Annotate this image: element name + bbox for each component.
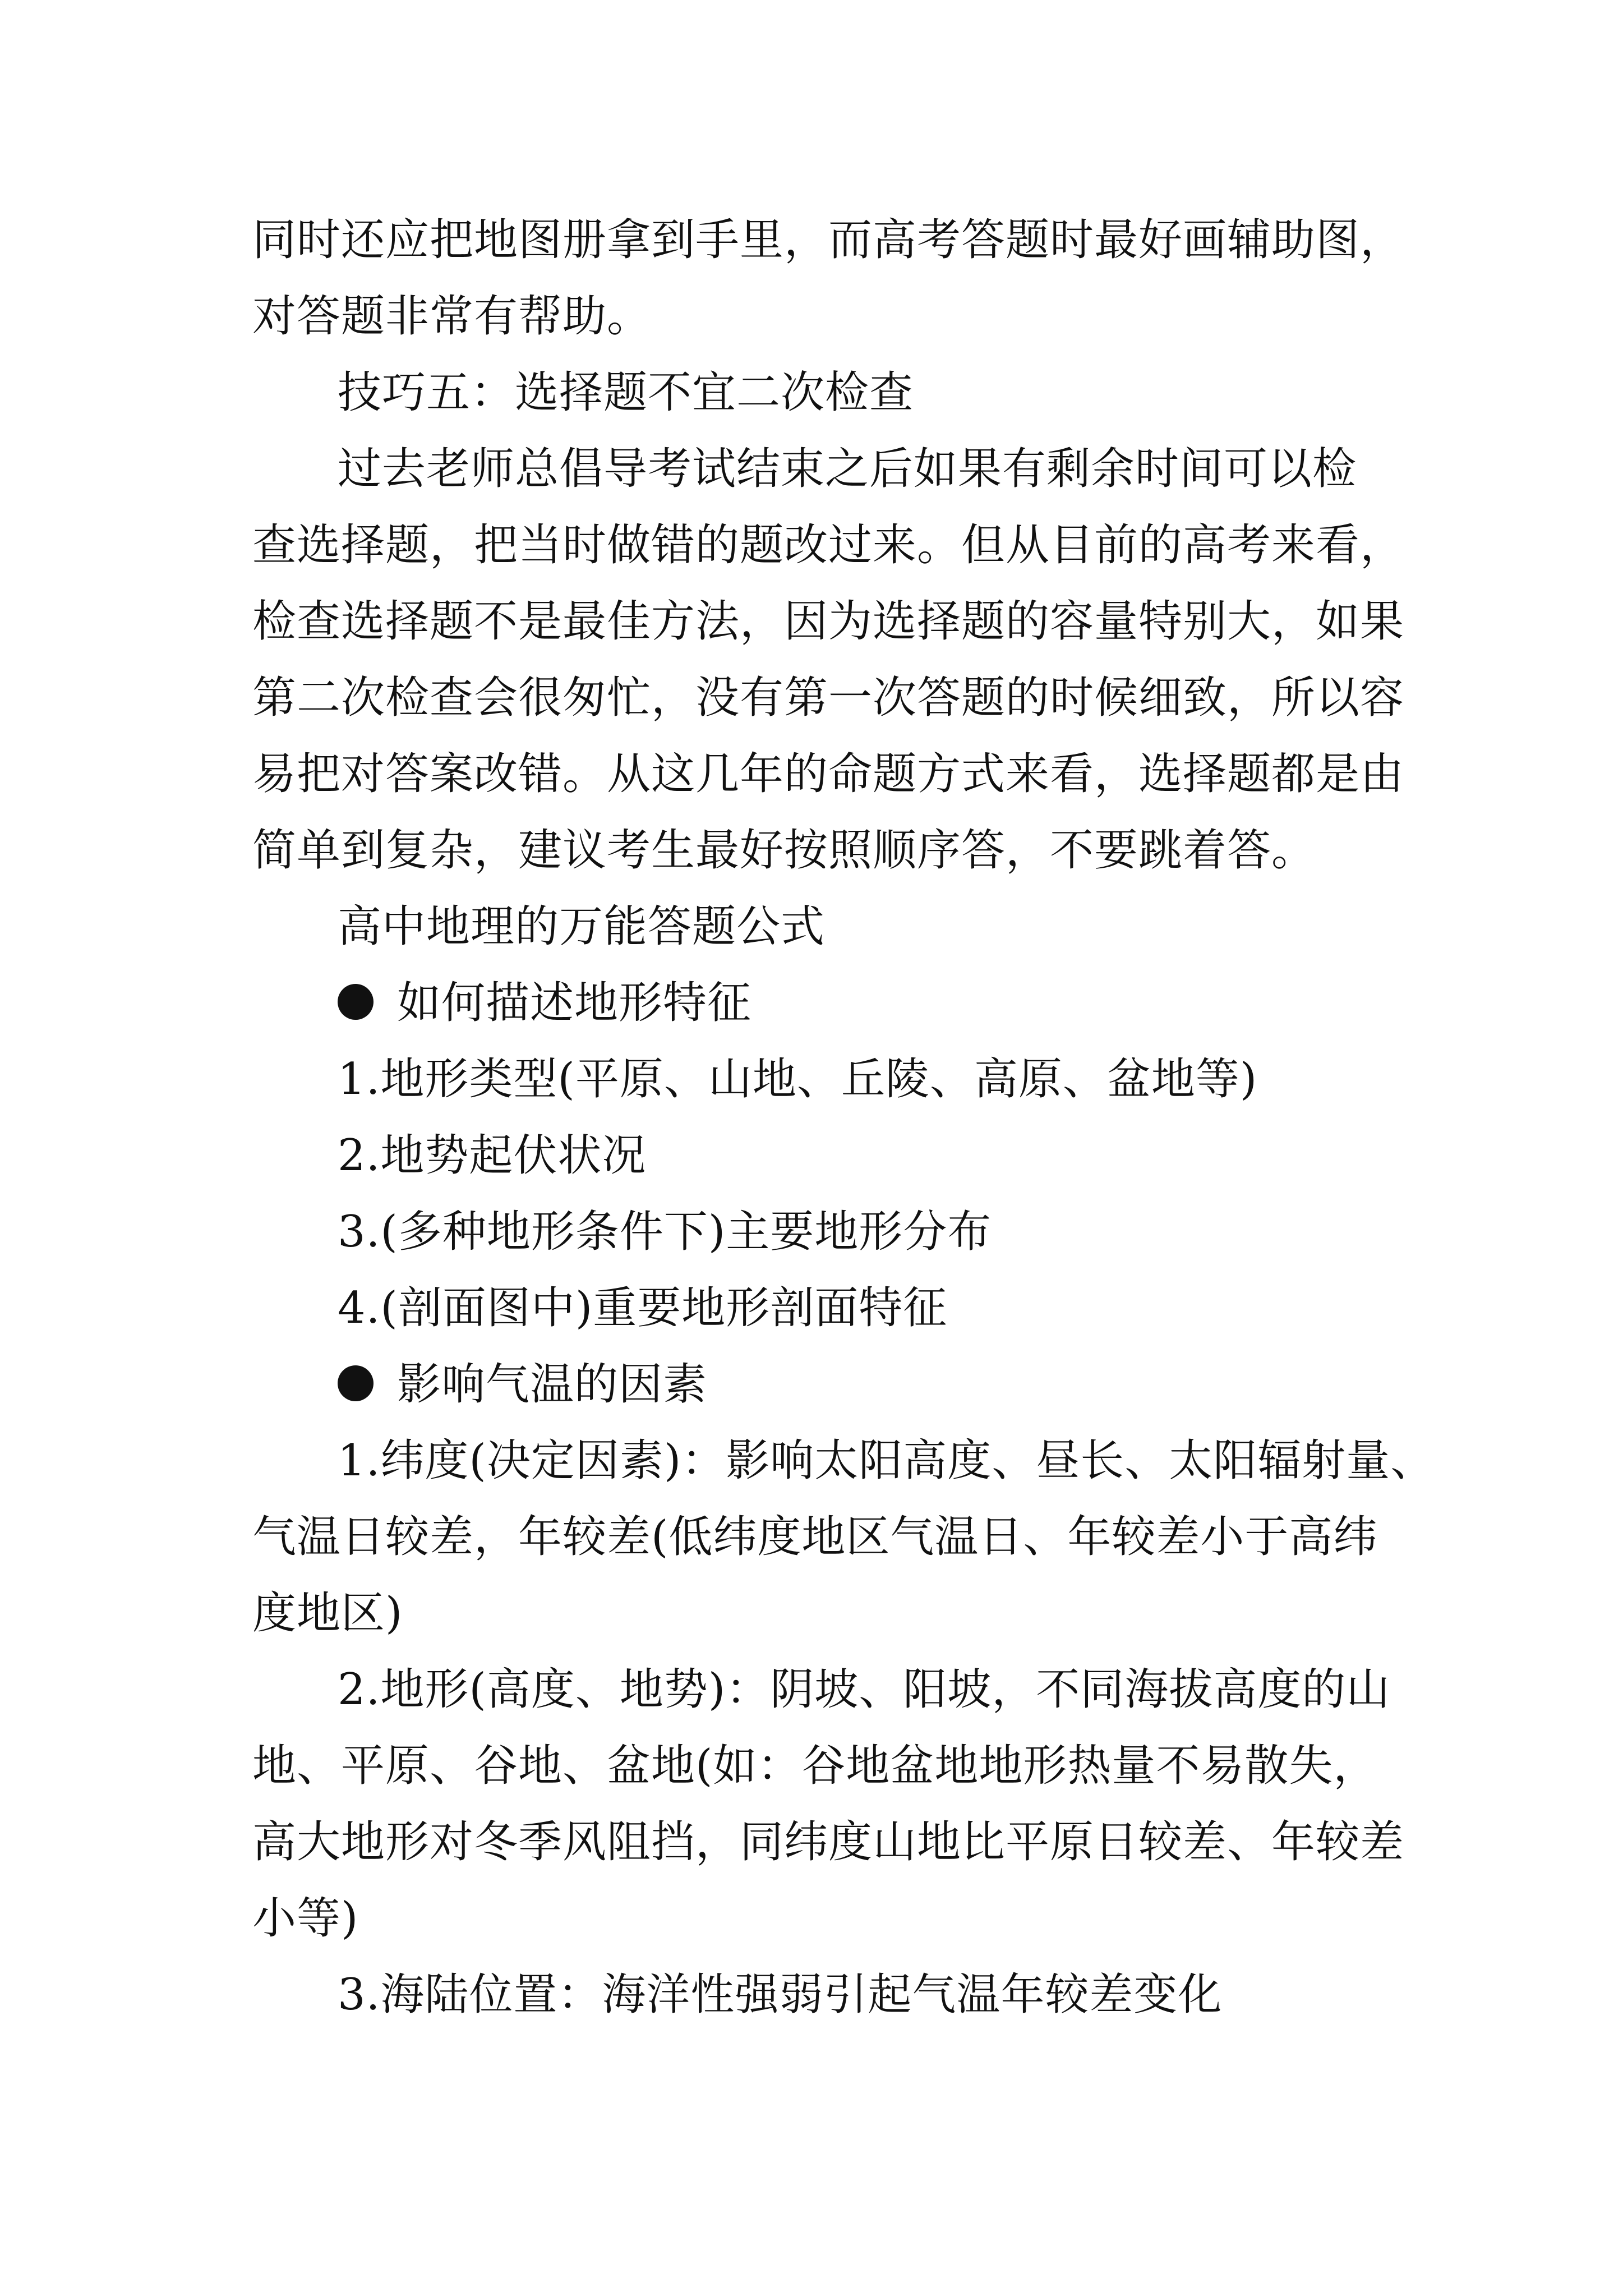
list-item: 3.(多种地形条件下)主要地形分布 [338, 1207, 992, 1257]
paragraph-line: 易把对答案改错。从这几年的命题方式来看，选择题都是由 [252, 749, 1405, 799]
paragraph-2 [252, 431, 1405, 889]
paragraph-line: 小等) [252, 1893, 359, 1944]
paragraph-line: 同时还应把地图册拿到手里，而高考答题时最好画辅助图， [252, 215, 1405, 265]
paragraph-line: 2.地形(高度、地势)：阴坡、阳坡，不同海拔高度的山 [338, 1664, 1391, 1715]
list-item: 2.地势起伏状况 [338, 1130, 647, 1181]
paragraph-line: 地、平原、谷地、盆地(如：谷地盆地地形热量不易散失， [252, 1741, 1378, 1791]
bullet-item-label: 影响气温的因素 [397, 1359, 708, 1410]
paragraph-line: 简单到复杂，建议考生最好按照顺序答，不要跳着答。 [252, 825, 1316, 876]
paragraph-line: 1.纬度(决定因素)：影响太阳高度、昼长、太阳辐射量、 [338, 1435, 1435, 1486]
paragraph-line: 过去老师总倡导考试结束之后如果有剩余时间可以检 [338, 444, 1357, 494]
section-heading-tip-five: 技巧五：选择题不宜二次检查 [338, 367, 914, 418]
list-item: 3.海陆位置：海洋性强弱引起气温年较差变化 [338, 1970, 1223, 2020]
section-heading-formulas: 高中地理的万能答题公式 [338, 901, 826, 952]
paragraph-line: 第二次检查会很匆忙，没有第一次答题的时候细致，所以容 [252, 673, 1405, 723]
list-item: 1.地形类型(平原、山地、丘陵、高原、盆地等) [338, 1054, 1258, 1105]
document-content [252, 202, 1435, 2033]
list-item: 4.(剖面图中)重要地形剖面特征 [338, 1283, 948, 1333]
paragraph-line: 查选择题，把当时做错的题改过来。但从目前的高考来看， [252, 520, 1405, 570]
bullet-item-temperature [252, 1346, 1391, 1423]
paragraph-line: 度地区) [252, 1588, 403, 1639]
bullet-icon [338, 984, 374, 1020]
paragraph-line: 检查选择题不是最佳方法，因为选择题的容量特别大，如果 [252, 596, 1405, 647]
paragraph-line: 对答题非常有帮助。 [252, 291, 652, 342]
paragraph-line: 气温日较差，年较差(低纬度地区气温日、年较差小于高纬 [252, 1512, 1378, 1562]
paragraph-latitude [252, 1423, 1435, 1651]
bullet-icon [338, 1365, 374, 1401]
bullet-item-label: 如何描述地形特征 [397, 978, 752, 1028]
bullet-item-terrain [252, 965, 1391, 1041]
paragraph-1 [252, 202, 1405, 355]
paragraph-terrain [252, 1651, 1405, 1957]
paragraph-line: 高大地形对冬季风阻挡，同纬度山地比平原日较差、年较差 [252, 1817, 1405, 1867]
